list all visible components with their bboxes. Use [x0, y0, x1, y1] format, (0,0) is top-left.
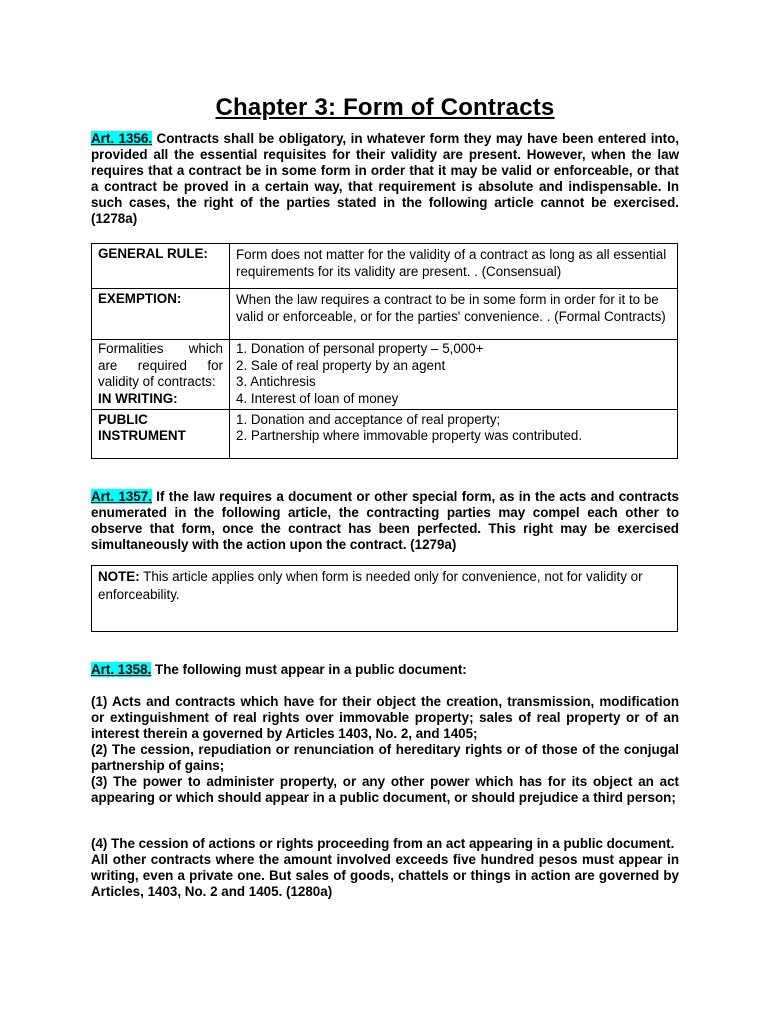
table-row: [92, 410, 678, 459]
article-1358-label: Art. 1358.: [91, 662, 152, 677]
article-1358-item-4: (4) The cession of actions or rights proceeding from an act appearing in a public document.: [91, 836, 675, 851]
table-row: [92, 289, 678, 340]
article-1358-closing: All other contracts where the amount involved exceeds five hundred pesos must appear in writing, even a private one. But sales of goods, chattels or things in action are governed by Articles, 1403, No. 2 and 1405. (1280a): [91, 852, 679, 899]
article-1356: [91, 131, 679, 227]
list-item: 2. Partnership where immovable property was contributed.: [236, 428, 583, 443]
formalities-label-bold: IN WRITING:: [98, 390, 178, 406]
list-item: 1. Donation and acceptance of real property;: [236, 412, 501, 427]
general-rule-text: Form does not matter for the validity of a contract as long as all essential requirements for its validity are present. . (Consensual): [230, 244, 678, 289]
article-1358-item-1: (1) Acts and contracts which have for their object the creation, transmission, modification or extinguishment of real rights over immovable property; sales of real property or of an interest therein a governed by Articles 1403, No. 2, and 1405;: [91, 694, 679, 741]
note-label: NOTE:: [98, 569, 140, 584]
article-1357: [91, 489, 679, 553]
article-1356-label: Art. 1356.: [91, 131, 153, 146]
formalities-label: [92, 340, 230, 410]
rules-table: [91, 243, 678, 459]
exemption-label: EXEMPTION:: [92, 289, 230, 340]
general-rule-label: GENERAL RULE:: [92, 244, 230, 289]
list-item: 4. Interest of loan of money: [236, 390, 399, 406]
article-1358-intro: The following must appear in a public document:: [151, 662, 467, 677]
article-1356-text: Contracts shall be obligatory, in whatever form they may have been entered into, provided all the essential requisites for their validity are present. However, when the law requires that a contract be in some form in order that it may be valid or enforceable, or that a contract be proved in a certain way, that requirement is absolute and indispensable. In such cases, the right of the parties stated in the following article cannot be exercised. (1278a): [91, 131, 679, 226]
article-1358-item-3: (3) The power to administer property, or any other power which has for its object an act appearing or which should appear in a public document, or should prejudice a third person;: [91, 774, 679, 805]
formalities-list: [230, 340, 678, 410]
article-1358: [91, 662, 679, 678]
page-title: Chapter 3: Form of Contracts: [215, 94, 555, 121]
public-instrument-label: PUBLIC INSTRUMENT: [92, 410, 230, 459]
list-item: 1. Donation of personal property – 5,000+: [236, 341, 484, 356]
note-text: This article applies only when form is needed only for convenience, not for validity or enforceability.: [98, 569, 643, 602]
article-1357-text: If the law requires a document or other special form, as in the acts and contracts enumerated in the following article, the contracting parties may compel each other to observe that form, once the contract has been perfected. This right may be exercised simultaneously with the action upon the contract. (1279a): [91, 489, 679, 552]
note-box: [91, 565, 678, 632]
exemption-text: When the law requires a contract to be in some form in order for it to be valid or enforceable, or for the parties' convenience. . (Formal Contracts): [230, 289, 678, 340]
list-item: 2. Sale of real property by an agent: [236, 357, 446, 373]
list-item: 3. Antichresis: [236, 374, 316, 389]
article-1358-item-2: (2) The cession, repudiation or renunciation of hereditary rights or of those of the conjugal partnership of gains;: [91, 742, 679, 773]
document-page: [91, 94, 679, 900]
public-instrument-list: [230, 410, 678, 459]
table-row: [92, 340, 678, 410]
formalities-label-plain: Formalities which are required for validity of contracts:: [98, 341, 223, 389]
article-1357-label: Art. 1357.: [91, 489, 152, 504]
table-row: [92, 244, 678, 289]
